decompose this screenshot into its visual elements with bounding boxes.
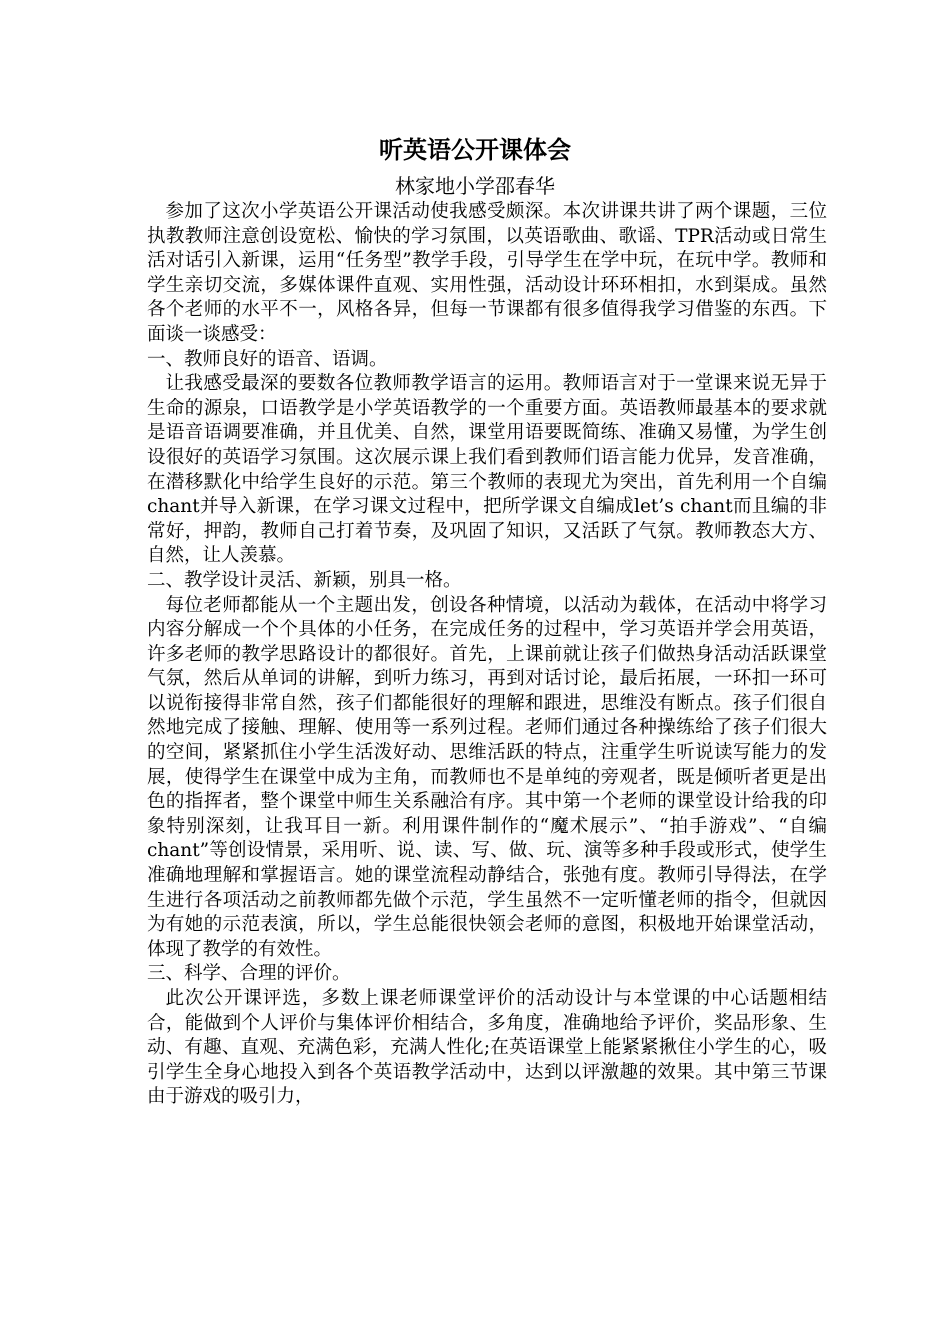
paragraph-intro: 参加了这次小学英语公开课活动使我感受颇深。本次讲课共讲了两个课题，三位执教教师注意创设宽松、愉快的学习氛围，以英语歌曲、歌谣、TPR活动或日常生活对话引入新课，运用“任务型”教学手段，引导学生在学中玩，在玩中学。教师和学生亲切交流，多媒体课件直观、实用性强，活动设计环环相扣，水到渠成。虽然各个老师的水平不一，风格各异，但每一节课都有很多值得我学习借鉴的东西。下面谈一谈感受： xyxy=(147,201,827,345)
document-body xyxy=(147,200,827,1110)
paragraph-section-2: 每位老师都能从一个主题出发，创设各种情境，以活动为载体，在活动中将学习内容分解成一个个具体的小任务，在完成任务的过程中，学习英语并学会用英语，许多老师的教学思路设计的都很好。首先，上课前就让孩子们做热身活动活跃课堂气氛，然后从单词的讲解，到听力练习，再到对话讨论，最后拓展，一环扣一环可以说衔接得非常自然，孩子们都能很好的理解和跟进，思维没有断点。孩子们很自然地完成了接触、理解、使用等一系列过程。老师们通过各种操练给了孩子们很大的空间，紧紧抓住小学生活泼好动、思维活跃的特点，注重学生听说读写能力的发展，使得学生在课堂中成为主角，而教师也不是单纯的旁观者，既是倾听者更是出色的指挥者，整个课堂中师生关系融洽有序。其中第一个老师的课堂设计给我的印象特别深刻，让我耳目一新。利用课件制作的“魔术展示”、“拍手游戏”、“自编chant”等创设情景，采用听、说、读、写、做、玩、演等多种手段或形式，使学生准确地理解和掌握语言。她的课堂流程动静结合，张弛有度。教师引导得法，在学生进行各项活动之前教师都先做个示范，学生虽然不一定听懂老师的指令，但就因为有她的示范表演，所以，学生总能很快领会老师的意图，积极地开始课堂活动，体现了教学的有效性。 xyxy=(147,594,827,960)
section-heading-3: 三、科学、合理的评价。 xyxy=(147,963,351,985)
document-author: 林家地小学邵春华 xyxy=(395,174,555,198)
paragraph-section-1: 让我感受最深的要数各位教师教学语言的运用。教师语言对于一堂课来说无异于生命的源泉，口语教学是小学英语教学的一个重要方面。英语教师最基本的要求就是语音语调要准确，并且优美、自然，课堂用语要既简练、准确又易懂，为学生创设很好的英语学习氛围。这次展示课上我们看到教师们语言能力优异，发音准确，在潜移默化中给学生良好的示范。第三个教师的表现尤为突出，首先利用一个自编chant并导入新课，在学习课文过程中，把所学课文自编成let’s chant而且编的非常好，押韵，教师自己打着节奏，及巩固了知识，又活跃了气氛。教师教态大方、自然，让人羡慕。 xyxy=(147,373,827,567)
section-heading-1: 一、教师良好的语音、语调。 xyxy=(147,348,388,370)
paragraph-section-3: 此次公开课评选，多数上课老师课堂评价的活动设计与本堂课的中心话题相结合，能做到个人评价与集体评价相结合，多角度，准确地给予评价，奖品形象、生动、有趣、直观、充满色彩，充满人性化;在英语课堂上能紧紧揪住小学生的心，吸引学生全身心地投入到各个英语教学活动中，达到以评激趣的效果。其中第三节课由于游戏的吸引力， xyxy=(147,988,827,1108)
section-heading-2: 二、教学设计灵活、新颖，别具一格。 xyxy=(147,569,462,591)
document-title: 听英语公开课体会 xyxy=(379,136,571,164)
